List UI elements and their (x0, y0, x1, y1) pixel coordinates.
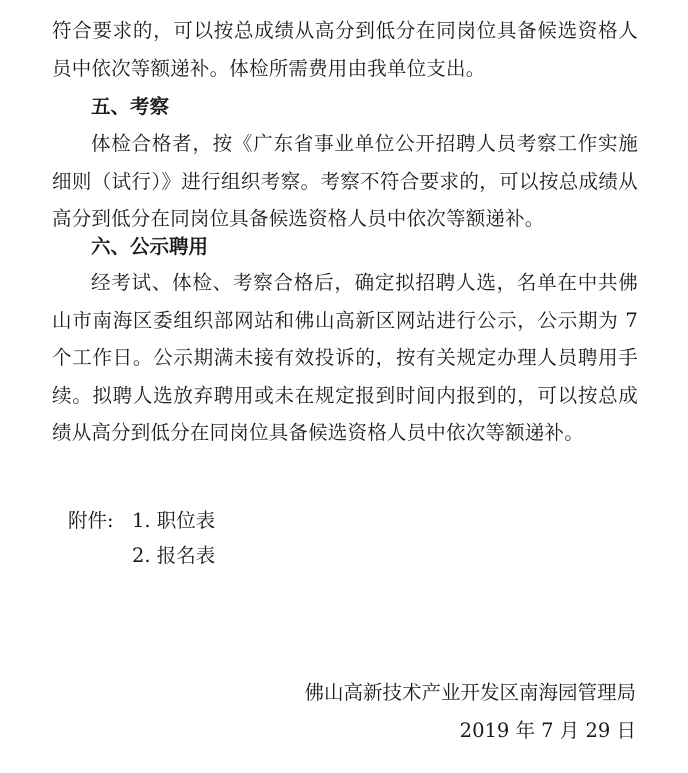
section-heading-inspection: 五、考察 (91, 95, 170, 118)
section-heading-publicity-hiring: 六、公示聘用 (91, 235, 209, 258)
paragraph-publicity-hiring: 经考试、体检、考察合格后，确定拟招聘人选，名单在中共佛山市南海区委组织部网站和佛山高新区网站进行公示，公示期为 7 个工作日。公示期满未接有效投诉的，按有关规定办理人员聘用手续。拟聘人选放弃聘用或未在规定报到时间内报到的，可以按总成绩从高分到低分在同岗位具备候选资格人员中依次等额递补。 (52, 271, 638, 444)
signature-organization: 佛山高新技术产业开发区南海园管理局 (304, 681, 636, 704)
attachment-item-registration-form: 2. 报名表 (132, 544, 216, 567)
paragraph-physical-exam-continued: 符合要求的，可以按总成绩从高分到低分在同岗位具备候选资格人员中依次等额递补。体检所需费用由我单位支出。 (52, 19, 638, 80)
paragraph-inspection: 体检合格者，按《广东省事业单位公开招聘人员考察工作实施细则（试行）》进行组织考察。考察不符合要求的，可以按总成绩从高分到低分在同岗位具备候选资格人员中依次等额递补。 (52, 132, 638, 230)
attachments-label: 附件: (68, 509, 114, 532)
attachment-item-position-table: 1. 职位表 (132, 509, 216, 532)
signature-date: 2019 年 7 月 29 日 (459, 719, 636, 742)
